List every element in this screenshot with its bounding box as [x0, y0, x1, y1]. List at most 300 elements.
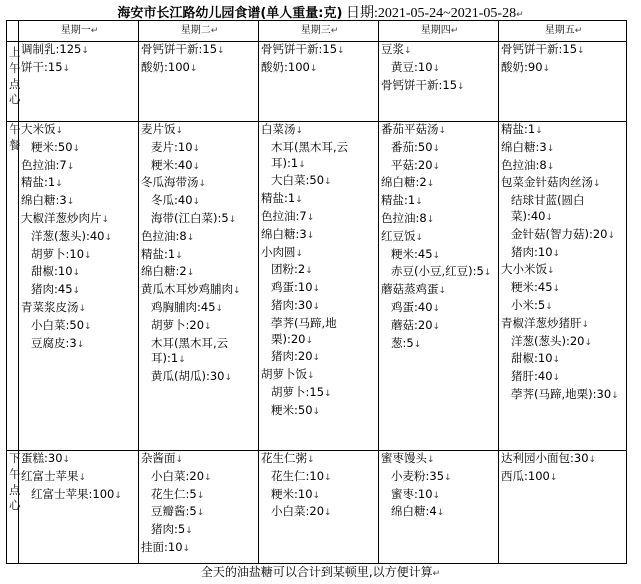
line-break-icon: ↓: [436, 508, 445, 519]
day-header: 星期二↵: [139, 21, 259, 42]
line-break-icon: ↓: [432, 321, 441, 332]
menu-item: [381, 282, 498, 300]
menu-item-text: 洋葱(葱头):20: [511, 333, 585, 348]
menu-item: [501, 469, 626, 487]
menu-item: [501, 316, 626, 334]
menu-item: [141, 540, 258, 558]
menu-item: [501, 193, 626, 227]
menu-item: [501, 280, 626, 298]
menu-item: [21, 122, 138, 140]
menu-item-text: 酸奶:100: [141, 59, 190, 74]
menu-item: [141, 504, 258, 522]
menu-item-text: 蜜枣馒头: [381, 451, 427, 465]
line-break-icon: ↓: [309, 63, 318, 74]
menu-item: [381, 193, 498, 211]
line-break-icon: ↓: [84, 250, 92, 261]
line-break-icon: ↓: [62, 455, 71, 465]
menu-item: [381, 158, 498, 176]
menu-cell: [379, 122, 499, 451]
menu-item-text: 色拉油:8: [381, 210, 427, 225]
line-break-icon: ↓: [175, 126, 184, 136]
line-break-icon: ↓: [114, 490, 122, 501]
menu-item-text: 红富士苹果:100: [31, 486, 115, 501]
menu-item-text: 猪肉:5: [151, 522, 186, 537]
menu-item: [261, 227, 378, 245]
line-break-icon: ↓: [182, 543, 191, 554]
line-break-icon: ↓: [444, 472, 452, 483]
line-break-icon: ↓: [78, 303, 87, 314]
line-break-icon: ↓: [337, 46, 345, 56]
line-break-icon: ↓: [295, 195, 303, 206]
line-break-icon: ↓: [76, 339, 85, 350]
menu-item-text: 精盐:1: [141, 246, 176, 261]
line-break-icon: ↓: [101, 214, 110, 225]
menu-item-text: 猪肉:30: [271, 297, 313, 312]
menu-item-text: 鸡胸脯肉:45: [151, 299, 216, 314]
line-break-icon: ↓: [307, 371, 315, 382]
menu-item: [21, 264, 138, 282]
line-break-icon: ↓: [577, 46, 585, 56]
menu-item: [21, 158, 138, 176]
menu-item-text: 粳米:10: [271, 486, 313, 501]
line-break-icon: ↓: [549, 472, 558, 483]
menu-item-text: 绵白糖:4: [391, 504, 437, 519]
line-break-icon: ↓: [584, 337, 593, 348]
line-break-icon: ↓: [324, 388, 332, 399]
menu-item: [261, 42, 378, 60]
line-break-icon: ↓: [196, 508, 205, 519]
menu-item-text: 胡萝卜:20: [151, 317, 205, 332]
line-break-icon: ↓: [175, 455, 184, 465]
menu-item: [381, 336, 498, 354]
menu-item: [21, 318, 138, 336]
line-break-icon: ↓: [415, 197, 423, 208]
line-break-icon: ↓: [312, 490, 321, 501]
menu-item: [501, 158, 626, 176]
menu-item: [381, 504, 498, 522]
menu-item-text: 胡萝卜饭: [261, 367, 307, 382]
line-break-icon: ↓: [185, 526, 193, 537]
menu-item-text: 挂面:10: [141, 539, 183, 554]
line-break-icon: ↓: [204, 472, 212, 483]
menu-item-text: 平菇:20: [391, 157, 433, 172]
menu-item: [261, 245, 378, 263]
line-break-icon: ↓: [215, 303, 224, 314]
header-row: [7, 21, 627, 42]
menu-cell: [379, 451, 499, 564]
menu-item: [381, 318, 498, 336]
menu-item: [261, 140, 378, 174]
menu-item: [141, 469, 258, 487]
line-break-icon: ↓: [324, 508, 332, 519]
line-break-icon: ↓: [186, 268, 195, 279]
menu-item: [261, 451, 378, 469]
line-break-icon: ↓: [552, 373, 561, 384]
lunch-row: [7, 122, 627, 451]
menu-item: [381, 469, 498, 487]
menu-item-text: 色拉油:7: [21, 157, 67, 172]
menu-item-text: 花生仁:10: [271, 468, 325, 483]
menu-cell: [259, 451, 379, 564]
line-break-icon: ↓: [198, 179, 207, 190]
menu-item-text: 甜椒:10: [511, 351, 553, 366]
menu-item-text: 麦片:10: [151, 139, 193, 154]
menu-item: [261, 173, 378, 191]
menu-item: [381, 300, 498, 318]
line-break-icon: ↓: [104, 232, 113, 243]
menu-item: [261, 60, 378, 78]
line-break-icon: ↓: [72, 268, 81, 279]
menu-item-text: 结球甘蓝(圆白菜):40: [511, 193, 585, 223]
line-break-icon: ↓: [432, 63, 441, 74]
line-break-icon: ↓: [432, 250, 441, 261]
menu-item-text: 色拉油:8: [141, 228, 187, 243]
menu-item: [261, 504, 378, 522]
menu-item-text: 小白菜:20: [151, 468, 205, 483]
menu-item: [21, 229, 138, 247]
menu-item: [141, 300, 258, 318]
menu-item-text: 蜜枣:10: [391, 486, 433, 501]
line-break-icon: ↓: [593, 179, 601, 190]
menu-item-text: 杂酱面: [141, 451, 176, 465]
menu-item: [381, 78, 498, 96]
menu-item: [501, 451, 626, 469]
line-break-icon: ↓: [224, 373, 233, 384]
menu-cell: [19, 451, 139, 564]
line-break-icon: ↓: [312, 406, 321, 417]
menu-item: [501, 245, 626, 263]
line-break-icon: ↓: [552, 248, 561, 259]
menu-item: [141, 122, 258, 140]
line-break-icon: ↓: [78, 472, 87, 483]
line-break-icon: ↓: [427, 455, 435, 465]
menu-item-text: 甜椒:10: [31, 264, 73, 279]
line-break-icon: ↓: [62, 63, 71, 74]
line-break-icon: ↓: [186, 232, 195, 243]
menu-item: [141, 211, 258, 229]
line-break-icon: ↓: [192, 143, 201, 154]
menu-item-text: 番茄平菇汤: [381, 122, 439, 136]
menu-item-text: 金针菇(智力菇):20: [511, 226, 608, 241]
menu-item-text: 木耳(黑木耳,云耳):1: [151, 335, 229, 366]
line-break-icon: ↓: [611, 390, 619, 401]
line-break-icon: ↓: [432, 143, 441, 154]
menu-item-text: 鸡蛋:10: [271, 280, 313, 295]
corner-cell: [7, 21, 19, 42]
menu-item-text: 蘑菇:20: [391, 317, 433, 332]
menu-item: [381, 487, 498, 505]
menu-item-text: 胡萝卜:10: [31, 246, 85, 261]
menu-item: [501, 60, 626, 78]
menu-item: [21, 336, 138, 354]
menu-item-text: 赤豆(小豆,红豆):5: [391, 264, 484, 279]
line-break-icon: ↓: [228, 214, 237, 225]
menu-item: [261, 298, 378, 316]
line-break-icon: ↓: [324, 472, 332, 483]
menu-item-text: 海带(江白菜):5: [151, 210, 229, 225]
line-break-icon: ↓: [72, 143, 81, 154]
menu-item: [261, 262, 378, 280]
menu-item-text: 冬瓜海带汤: [141, 175, 199, 190]
menu-item: [21, 300, 138, 318]
menu-item: [141, 282, 258, 300]
line-break-icon: ↓: [72, 286, 81, 297]
line-break-icon: ↓: [547, 266, 555, 277]
menu-item-text: 猪肉:10: [511, 244, 553, 259]
menu-item: [141, 158, 258, 176]
menu-item-text: 骨钙饼干新:15: [141, 42, 218, 56]
menu-item-text: 粳米:50: [31, 139, 73, 154]
line-break-icon: ↓: [307, 455, 315, 465]
line-break-icon: ↓: [295, 126, 304, 136]
menu-item-text: 洋葱(葱头):40: [31, 228, 105, 243]
paragraph-mark-icon: ↵: [516, 10, 524, 20]
line-break-icon: ↓: [189, 63, 198, 74]
menu-item-text: 调制乳:125: [21, 42, 82, 56]
menu-item-text: 花生仁粥: [261, 451, 307, 465]
menu-item: [261, 469, 378, 487]
afternoon-snack-row: [7, 451, 627, 564]
line-break-icon: ↓: [196, 490, 205, 501]
row-label-text: 午 餐: [9, 122, 21, 152]
menu-item: [21, 175, 138, 193]
menu-cell: [139, 122, 259, 451]
menu-item: [381, 60, 498, 78]
line-break-icon: ↓: [204, 321, 212, 332]
menu-item: [261, 403, 378, 421]
menu-item: [21, 140, 138, 158]
line-break-icon: ↓: [312, 284, 321, 295]
line-break-icon: ↓: [545, 212, 554, 223]
day-header: 星期一↵: [19, 21, 139, 42]
row-label-lunch: [7, 122, 19, 451]
line-break-icon: ↓: [404, 46, 412, 56]
menu-item: [261, 385, 378, 403]
line-break-icon: ↓: [192, 161, 201, 172]
menu-item-text: 小白菜:20: [271, 504, 325, 519]
menu-item-text: 红富士苹果: [21, 468, 79, 483]
menu-item: [141, 229, 258, 247]
menu-item: [501, 369, 626, 387]
menu-item: [501, 175, 626, 193]
menu-item-text: 酸奶:90: [501, 59, 543, 74]
menu-item-text: 青椒洋葱炒猪肝: [501, 315, 582, 330]
menu-item: [501, 351, 626, 369]
day-header: 星期三↵: [259, 21, 379, 42]
menu-item-text: 麦片饭: [141, 122, 176, 136]
menu-item-text: 红豆饭: [381, 228, 416, 243]
menu-item-text: 绵白糖:3: [21, 193, 67, 208]
menu-cell: [499, 451, 627, 564]
menu-cell: [259, 122, 379, 451]
menu-item: [141, 318, 258, 336]
menu-item: [261, 487, 378, 505]
menu-item: [501, 227, 626, 245]
menu-item-text: 精盐:1: [381, 193, 416, 208]
menu-item-text: 大白菜:50: [271, 173, 325, 188]
menu-item-text: 木耳(黑木耳,云耳):1: [271, 139, 349, 170]
menu-item-text: 小米:5: [511, 297, 546, 312]
menu-item: [381, 451, 498, 469]
menu-item-text: 青菜浆皮汤: [21, 299, 79, 314]
title-main: 海安市长江路幼儿园食谱(单人重量:克): [117, 6, 343, 21]
menu-item: [21, 282, 138, 300]
menu-item-text: 猪肝:40: [511, 369, 553, 384]
menu-item-text: 冬瓜:40: [151, 193, 193, 208]
menu-item: [381, 229, 498, 247]
line-break-icon: ↓: [84, 321, 92, 332]
menu-item-text: 大小米饭: [501, 262, 547, 277]
line-break-icon: ↓: [295, 248, 304, 259]
menu-item: [501, 140, 626, 158]
menu-cell: [19, 122, 139, 451]
menu-item: [21, 487, 138, 505]
menu-item: [141, 522, 258, 540]
line-break-icon: ↓: [175, 250, 183, 261]
menu-item-text: 胡萝卜:15: [271, 384, 325, 399]
menu-item-text: 小白菜:50: [31, 317, 85, 332]
line-break-icon: ↓: [413, 339, 422, 350]
line-break-icon: ↓: [432, 490, 441, 501]
menu-item-text: 荸荠(马蹄,地栗):30: [511, 386, 612, 401]
menu-item-text: 猪肉:45: [31, 282, 73, 297]
menu-item: [381, 42, 498, 60]
row-label-text: 上 午 点 心: [9, 45, 21, 107]
menu-item-text: 骨钙饼干新:15: [381, 77, 458, 92]
menu-item-text: 色拉油:8: [501, 157, 547, 172]
line-break-icon: ↓: [312, 353, 321, 364]
menu-item: [381, 211, 498, 229]
menu-item: [501, 298, 626, 316]
line-break-icon: ↓: [546, 161, 555, 172]
menu-item: [261, 349, 378, 367]
menu-item-text: 葱:5: [391, 335, 414, 350]
line-break-icon: ↓: [438, 126, 447, 136]
line-break-icon: ↓: [432, 161, 441, 172]
menu-item-text: 花生仁:5: [151, 486, 197, 501]
menu-cell: [379, 42, 499, 122]
menu-cell: [19, 42, 139, 122]
menu-item: [141, 140, 258, 158]
menu-item-text: 豆浆: [381, 42, 404, 56]
menu-item-text: 黄瓜木耳炒鸡脯肉: [141, 282, 233, 297]
menu-item: [21, 247, 138, 265]
day-header: 星期四↵: [379, 21, 499, 42]
line-break-icon: ↓: [298, 159, 306, 170]
menu-item-text: 番茄:50: [391, 139, 433, 154]
line-break-icon: ↓: [192, 197, 201, 208]
menu-cell: [499, 122, 627, 451]
line-break-icon: ↓: [607, 230, 616, 241]
menu-item-text: 蘑菇蒸鸡蛋: [381, 282, 439, 297]
menu-item: [141, 60, 258, 78]
row-label-afternoon-snack: [7, 451, 19, 564]
line-break-icon: ↓: [588, 455, 597, 465]
menu-item: [21, 451, 138, 469]
menu-item-text: 粳米:50: [271, 402, 313, 417]
line-break-icon: ↓: [305, 335, 314, 346]
day-header: 星期五↵: [499, 21, 627, 42]
menu-item-text: 达利园小面包:30: [501, 451, 589, 465]
menu-item: [261, 122, 378, 140]
line-break-icon: ↓: [306, 212, 315, 223]
line-break-icon: ↓: [306, 230, 315, 241]
menu-item-text: 小肉圆: [261, 244, 296, 259]
menu-item-text: 精盐:1: [501, 122, 536, 136]
menu-item: [381, 175, 498, 193]
menu-item-text: 色拉油:7: [261, 208, 307, 223]
line-break-icon: ↓: [217, 46, 225, 56]
menu-item-text: 鸡蛋:40: [391, 299, 433, 314]
menu-item-text: 绵白糖:2: [381, 175, 427, 190]
line-break-icon: ↓: [545, 301, 553, 312]
menu-item-text: 豆瓣酱:5: [151, 504, 197, 519]
menu-item-text: 粳米:45: [511, 280, 553, 295]
line-break-icon: ↓: [483, 268, 492, 279]
line-break-icon: ↓: [552, 355, 561, 366]
menu-item: [21, 60, 138, 78]
line-break-icon: ↓: [55, 126, 64, 136]
menu-table: [6, 20, 627, 564]
menu-item: [501, 42, 626, 60]
menu-item: [381, 247, 498, 265]
menu-item: [141, 487, 258, 505]
menu-cell: [259, 42, 379, 122]
menu-item: [381, 122, 498, 140]
menu-item: [141, 42, 258, 60]
menu-item: [141, 264, 258, 282]
line-break-icon: ↓: [55, 179, 63, 190]
line-break-icon: ↓: [426, 214, 435, 225]
menu-item-text: 骨钙饼干新:15: [261, 42, 338, 56]
menu-item-text: 黄豆:10: [391, 59, 433, 74]
menu-item: [261, 191, 378, 209]
menu-item: [381, 264, 498, 282]
menu-item-text: 包菜金针菇肉丝汤: [501, 175, 593, 190]
line-break-icon: ↓: [66, 197, 75, 208]
menu-item-text: 粳米:45: [391, 246, 433, 261]
morning-snack-row: [7, 42, 627, 122]
menu-item: [141, 369, 258, 387]
menu-item: [501, 387, 626, 405]
menu-item-text: 豆腐皮:3: [31, 335, 77, 350]
menu-item: [261, 316, 378, 350]
menu-item-text: 小麦粉:35: [391, 468, 445, 483]
menu-item-text: 骨钙饼干新:15: [501, 42, 578, 56]
menu-item-text: 猪肉:20: [271, 349, 313, 364]
line-break-icon: ↓: [552, 284, 561, 295]
line-break-icon: ↓: [542, 63, 551, 74]
menu-item: [261, 280, 378, 298]
menu-item: [141, 193, 258, 211]
menu-item-text: 大米饭: [21, 122, 56, 136]
line-break-icon: ↓: [81, 46, 89, 56]
menu-cell: [139, 451, 259, 564]
menu-item: [21, 193, 138, 211]
menu-item-text: 粳米:40: [151, 157, 193, 172]
menu-item-text: 白菜汤: [261, 122, 296, 136]
menu-item-text: 绵白糖:3: [501, 139, 547, 154]
menu-item-text: 蛋糕:30: [21, 451, 63, 465]
footer-note: 全天的油盐糖可以合计到某顿里,以方便计算 ↵: [0, 563, 641, 580]
line-break-icon: ↓: [324, 177, 332, 188]
menu-item: [261, 209, 378, 227]
menu-item-text: 精盐:1: [261, 191, 296, 206]
menu-item-text: 绵白糖:2: [141, 264, 187, 279]
menu-item: [501, 122, 626, 140]
row-label-text: 下 午 点 心: [9, 451, 21, 513]
menu-item-text: 大椒洋葱炒肉片: [21, 210, 102, 225]
